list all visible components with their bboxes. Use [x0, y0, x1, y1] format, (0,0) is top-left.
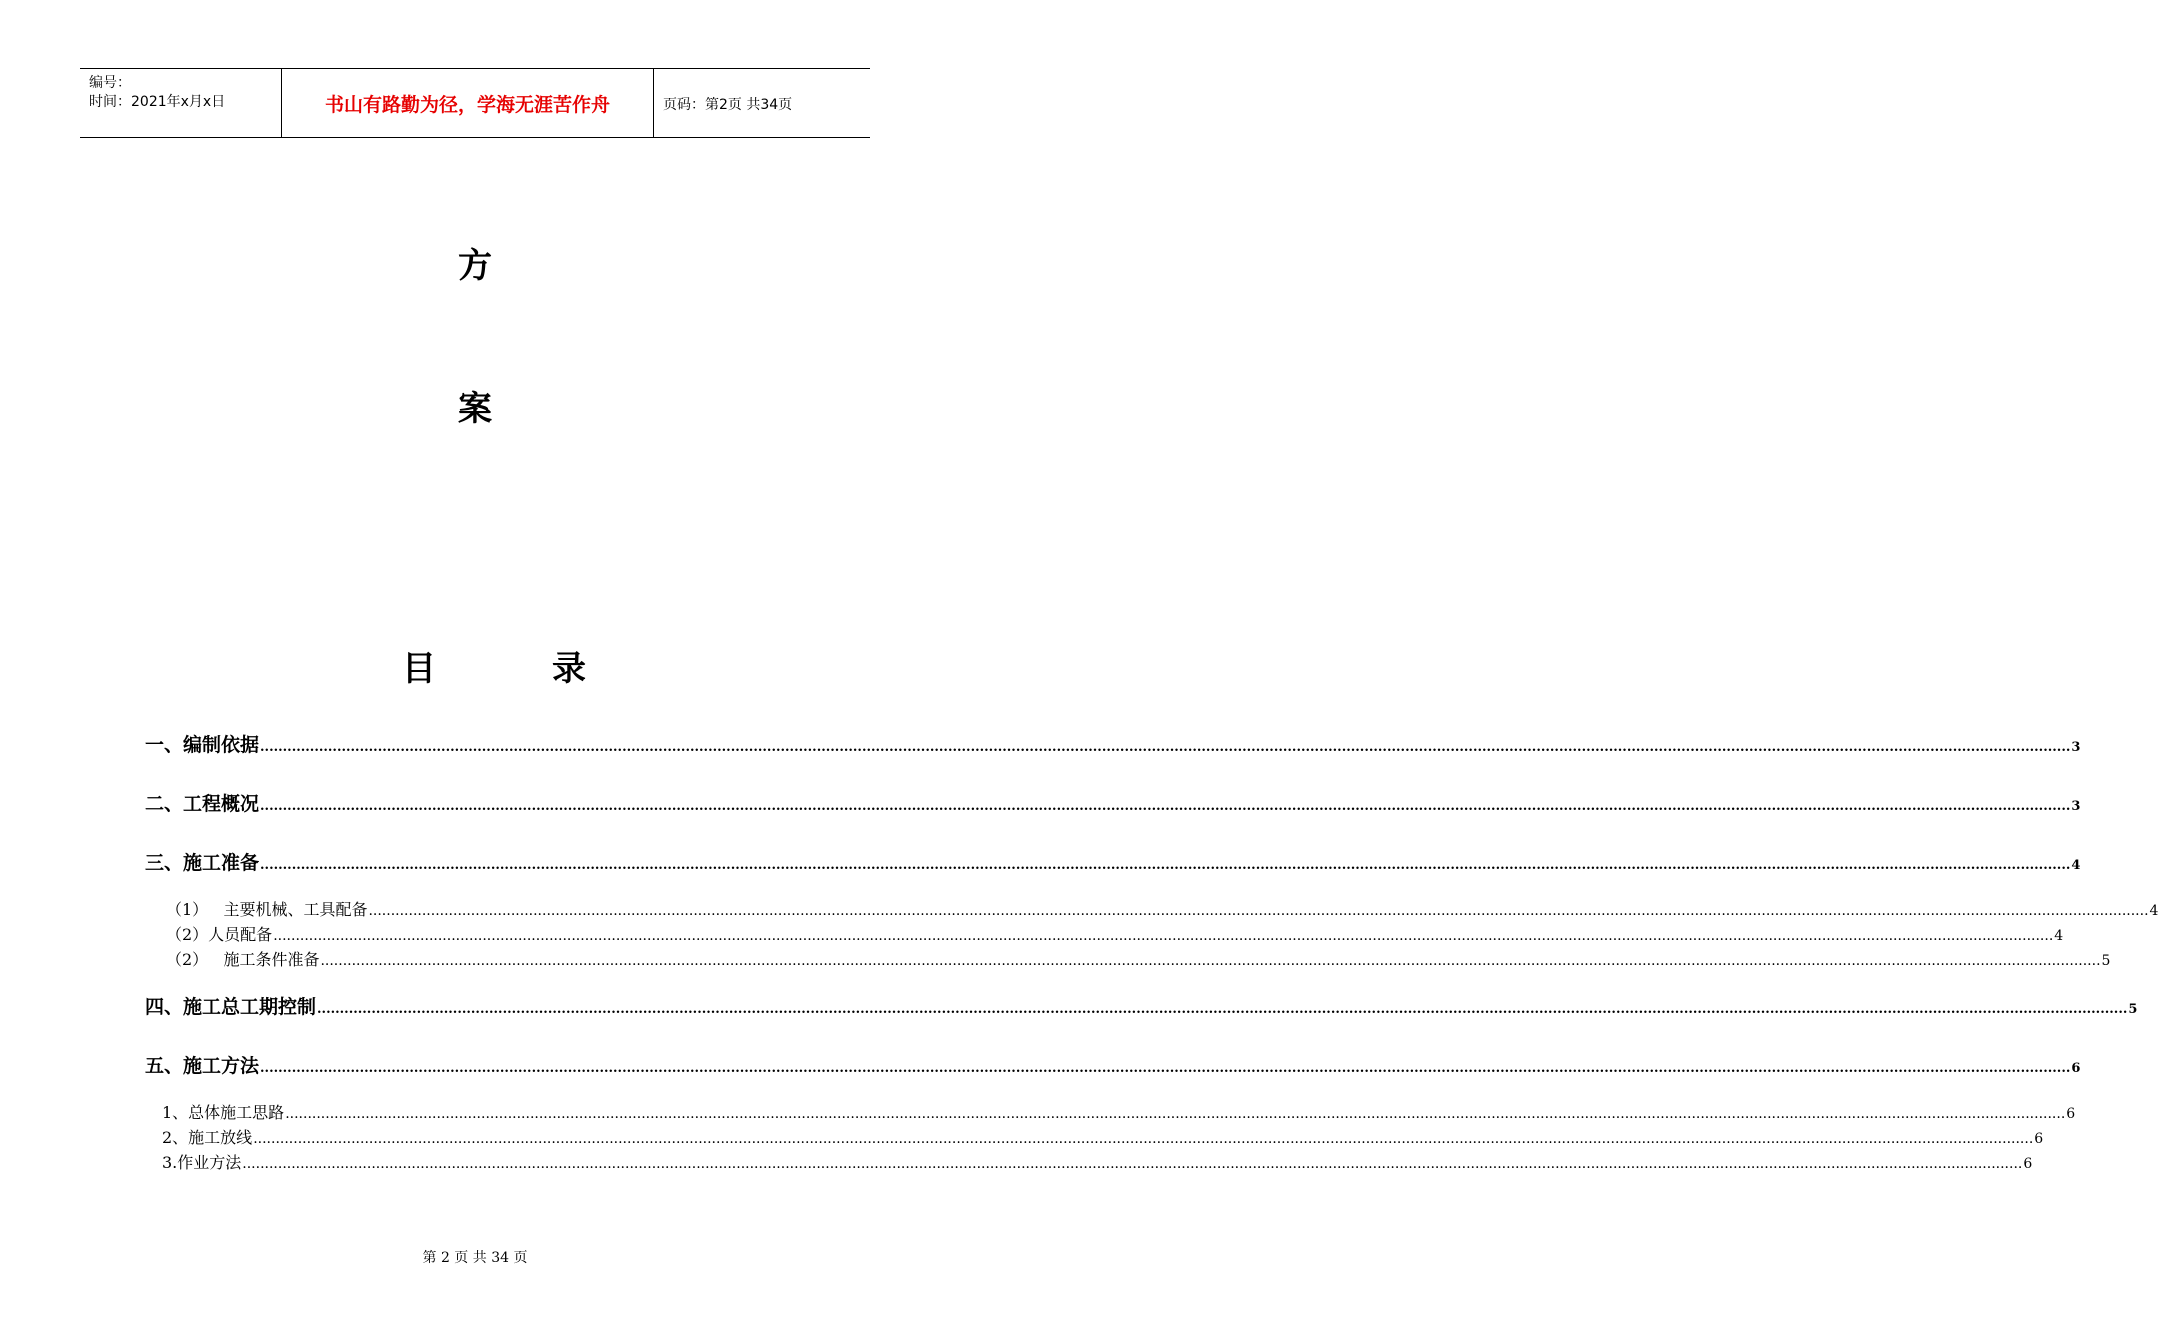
toc-entry-label: （1） 主要机械、工具配备 [166, 900, 368, 919]
document-code-label: 编号： [89, 75, 131, 91]
toc-entry-page: 6 [2034, 1131, 2044, 1147]
toc-entry-label: （2）人员配备 [166, 925, 273, 944]
toc-entry-label: 五、施工方法 [145, 1055, 260, 1077]
toc-entry[interactable] [166, 922, 2064, 945]
toc-entry[interactable] [145, 789, 2081, 816]
toc-entry[interactable] [166, 897, 2158, 920]
cover-title-char-1: 方 [458, 246, 492, 286]
toc-entry-label: （2） 施工条件准备 [166, 950, 320, 969]
header-middle-cell [282, 69, 654, 137]
toc-entry-label: 三、施工准备 [145, 852, 260, 874]
cover-title-char-2: 案 [458, 389, 492, 429]
toc-leader-dots: ................................................................................................................................................................................................................................................................................................................................................................................................................ [320, 953, 2101, 969]
toc-title-right: 录 [552, 649, 586, 689]
toc-title-left: 目 [402, 649, 436, 689]
header-motto: 书山有路勤为径，学海无涯苦作舟 [324, 94, 610, 116]
toc-entry[interactable] [145, 992, 2138, 1019]
toc-entry-page: 5 [2128, 1002, 2138, 1017]
toc-entry-label: 二、工程概况 [145, 793, 260, 815]
page-footer: 第 2 页 共 34 页 [422, 1250, 528, 1266]
toc-entry-page: 4 [2054, 928, 2064, 944]
toc-entry-label: 2、施工放线 [162, 1128, 253, 1147]
toc-leader-dots: ................................................................................................................................................................................................................................................................................................................................................................................................................ [273, 928, 2054, 944]
document-header [80, 68, 870, 138]
header-right-cell [654, 69, 870, 137]
toc-entry-page: 4 [2071, 858, 2081, 873]
toc-leader-dots: ................................................................................................................................................................................................................................................................................................................................................................................................................ [368, 903, 2149, 919]
toc-entry[interactable] [162, 1150, 2033, 1173]
toc-entry-label: 四、施工总工期控制 [145, 996, 317, 1018]
toc-entry-page: 6 [2066, 1106, 2076, 1122]
toc-entry[interactable] [166, 947, 2111, 970]
toc-entry-page: 5 [2101, 953, 2111, 969]
toc-entry[interactable] [145, 1051, 2081, 1078]
toc-entry-page: 6 [2071, 1061, 2081, 1076]
toc-leader-dots: ................................................................................................................................................................................................................................................................................................................................................................................................................ [253, 1131, 2034, 1147]
toc-entry-page: 3 [2071, 740, 2081, 755]
toc-entry-page: 6 [2023, 1156, 2033, 1172]
toc-entry[interactable] [145, 848, 2081, 875]
toc-entry-page: 3 [2071, 799, 2081, 814]
toc-entry[interactable] [162, 1100, 2076, 1123]
toc-leader-dots: ................................................................................................................................................................................................................................................................................................................................................................................................................ [260, 799, 2071, 814]
toc-entry-page: 4 [2149, 903, 2158, 919]
toc-leader-dots: ................................................................................................................................................................................................................................................................................................................................................................................................................ [242, 1156, 2023, 1172]
toc-leader-dots: ................................................................................................................................................................................................................................................................................................................................................................................................................ [317, 1002, 2128, 1017]
toc-entry-label: 1、总体施工思路 [162, 1103, 285, 1122]
toc-leader-dots: ................................................................................................................................................................................................................................................................................................................................................................................................................ [260, 1061, 2071, 1076]
document-date-label: 时间：2021年x月x日 [89, 94, 226, 110]
toc-entry-label: 3.作业方法 [162, 1153, 242, 1172]
header-left-cell [80, 69, 282, 137]
toc-leader-dots: ................................................................................................................................................................................................................................................................................................................................................................................................................ [260, 858, 2071, 873]
toc-entry[interactable] [145, 730, 2081, 757]
toc-entry-label: 一、编制依据 [145, 734, 260, 756]
toc-leader-dots: ................................................................................................................................................................................................................................................................................................................................................................................................................ [260, 740, 2071, 755]
toc-entry[interactable] [162, 1125, 2044, 1148]
header-page-info: 页码：第2页 共34页 [663, 97, 793, 113]
toc-leader-dots: ................................................................................................................................................................................................................................................................................................................................................................................................................ [285, 1106, 2066, 1122]
